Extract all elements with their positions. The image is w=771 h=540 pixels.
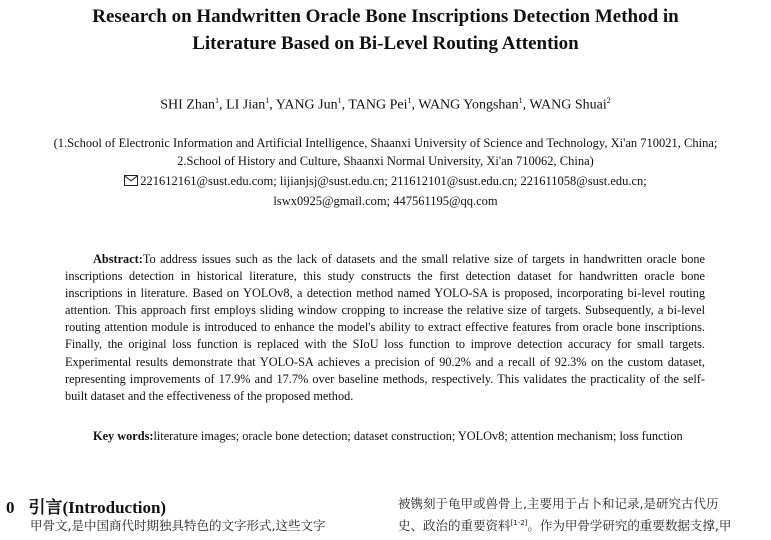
intro-text: 。作为甲骨学研究的重要数据支撑,甲 <box>527 518 732 533</box>
abstract-line <box>65 371 705 388</box>
emails-2: lswx0925@gmail.com; 447561195@qq.com <box>273 194 498 208</box>
email-line-1 <box>0 171 771 191</box>
abstract-line <box>65 251 705 268</box>
abstract-line <box>65 285 705 302</box>
section-title: 引言(Introduction) <box>28 498 167 517</box>
paper-title-line-2: Literature Based on Bi-Level Routing Attention <box>192 33 579 54</box>
abstract-text: routing attention module is introduced to enhance the model's ability to extract effective features from oracle bone inscriptions. <box>65 320 705 335</box>
emails-1: 221612161@sust.edu.com; lijianjsj@sust.edu.cn; 211612101@sust.edu.cn; 221611058@sust.edu.cn; <box>140 174 647 188</box>
citation[interactable]: [1-2] <box>510 518 528 527</box>
intro-right-line-1: 被镌刻于龟甲或兽骨上,主要用于占卜和记录,是研究古代历 <box>398 496 719 511</box>
affiliation-1: (1.School of Electronic Information and Artificial Intelligence, Shaanxi University of Science and Technology, Xi'an 710021, China; <box>53 136 718 150</box>
abstract-line <box>65 319 705 336</box>
abstract-label: Abstract: <box>93 252 143 266</box>
author-affiliation-mark: 1 <box>407 96 412 105</box>
abstract-text: inscriptions detection in historical literature, this study constructs the first detection dataset for handwritten oracle bone <box>65 269 705 284</box>
keywords-label: Key words: <box>93 429 154 443</box>
section-number: 0 <box>6 498 15 517</box>
keywords <box>93 429 683 444</box>
paper-title-line-1: Research on Handwritten Oracle Bone Inscriptions Detection Method in <box>92 6 679 27</box>
author-affiliation-mark: 1 <box>518 96 523 105</box>
abstract-line <box>65 388 705 405</box>
author: YANG Jun <box>275 97 338 113</box>
keywords-text: literature images; oracle bone detection; dataset construction; YOLOv8; attention mechanism; loss function <box>153 429 683 443</box>
abstract-text: attention. This approach first employs sliding window cropping to increase the relative size of targets. Subsequently, a bi-level <box>65 303 705 318</box>
abstract-line <box>65 302 705 319</box>
author: WANG Yongshan <box>418 97 519 113</box>
author-list: SHI Zhan$^1$, LI Jian$^1$, YANG Jun$^1$, TANG Pei$^1$, WANG Yongshan$^1$, WANG Shuai$^2$ <box>160 96 611 113</box>
author-affiliation-mark: 1 <box>337 96 342 105</box>
abstract-text: Finally, the original loss function is replaced with the SIoU loss function to improve detection accuracy for small targets. <box>65 337 705 352</box>
abstract-line <box>65 268 705 285</box>
author-affiliation-mark: 2 <box>606 96 611 105</box>
author: SHI Zhan <box>160 97 216 113</box>
author-affiliation-mark: 1 <box>215 96 220 105</box>
abstract-text: built dataset and the effectiveness of the proposed method. <box>65 388 354 403</box>
abstract-text: To address issues such as the lack of datasets and the small relative size of targets in handwritten oracle bone <box>142 252 705 266</box>
abstract-text: inscriptions in literature. Based on YOLOv8, a detection method named YOLO-SA is proposed, incorporating bi-level routing <box>65 286 705 301</box>
abstract-line <box>65 336 705 353</box>
abstract-text: representing improvements of 17.9% and 17.7% over baseline methods, respectively. This validates the practicality of the self- <box>65 371 705 386</box>
author: TANG Pei <box>348 97 408 113</box>
author: LI Jian <box>226 97 266 113</box>
author-affiliation-mark: 1 <box>265 96 270 105</box>
abstract <box>65 251 705 405</box>
abstract-line <box>65 354 705 371</box>
author: WANG Shuai <box>529 97 607 113</box>
intro-text: 史、政治的重要资料 <box>398 518 511 533</box>
envelope-icon <box>124 175 138 186</box>
affiliation-2: 2.School of History and Culture, Shaanxi Normal University, Xi'an 710062, China) <box>177 154 594 168</box>
intro-left-line-1: 甲骨文,是中国商代时期独具特色的文字形式,这些文字 <box>30 518 326 533</box>
intro-right-line-2 <box>398 516 731 534</box>
section-heading-introduction <box>6 493 166 518</box>
abstract-text: Experimental results demonstrate that YOLO-SA achieves a precision of 90.2% and a recall of 92.3% on the custom dataset, <box>65 354 705 369</box>
